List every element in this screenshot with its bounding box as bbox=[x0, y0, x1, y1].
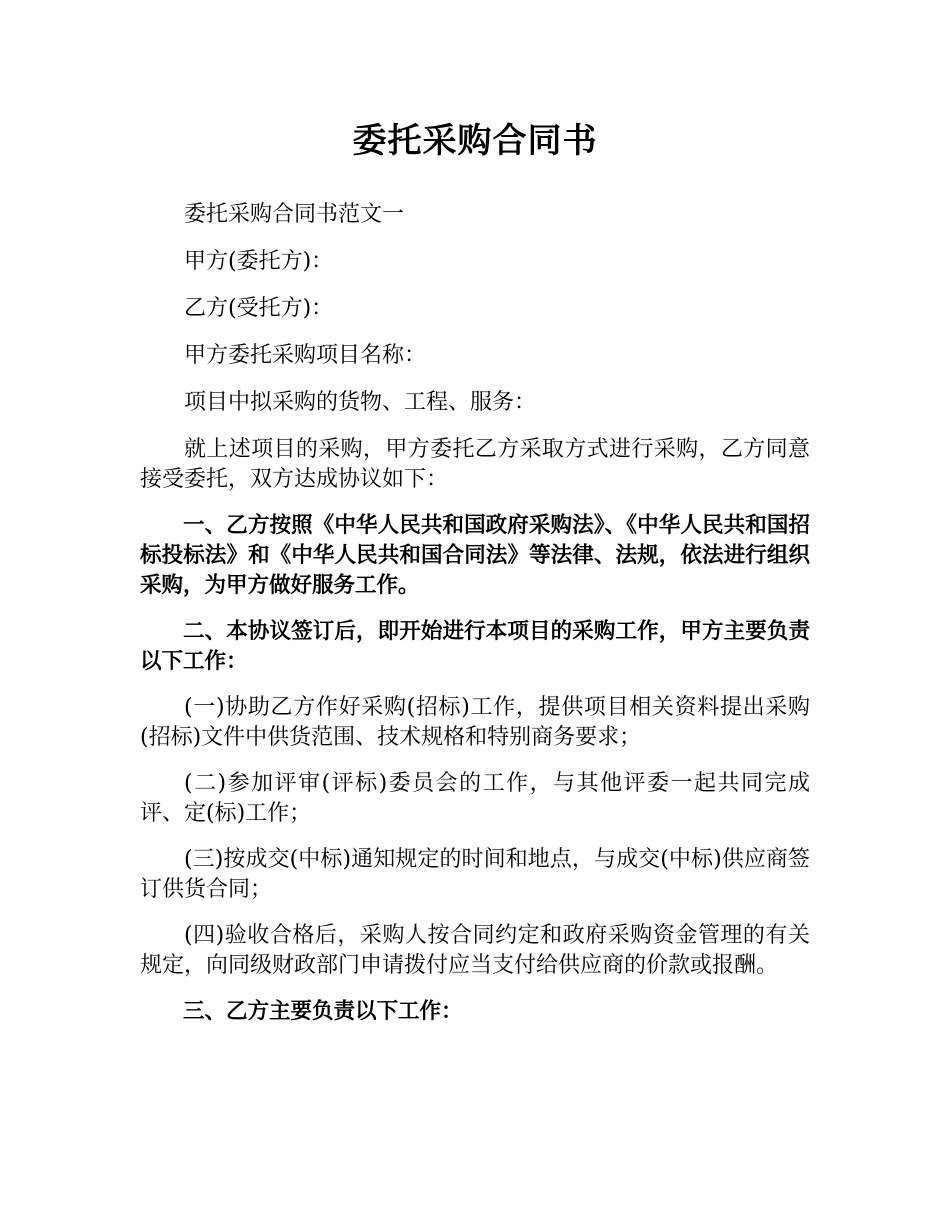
section-three: 三、乙方主要负责以下工作： bbox=[183, 999, 463, 1024]
paragraph-party-a: 甲方(委托方)： bbox=[184, 249, 334, 274]
section-two: 二、本协议签订后，即开始进行本项目的采购工作，甲方主要负责以下工作： bbox=[140, 619, 810, 674]
clause-two-3: (三)按成交(中标)通知规定的时间和地点，与成交(中标)供应商签订供货合同； bbox=[140, 847, 810, 902]
clause-two-4: (四)验收合格后，采购人按合同约定和政府采购资金管理的有关规定，向同级财政部门申请拨付应当支付给供应商的价款或报酬。 bbox=[140, 923, 810, 978]
paragraph-subtitle: 委托采购合同书范文一 bbox=[184, 202, 405, 227]
paragraph-party-b: 乙方(受托方)： bbox=[184, 296, 334, 321]
paragraph-project-name: 甲方委托采购项目名称： bbox=[184, 343, 427, 368]
section-one: 一、乙方按照《中华人民共和国政府采购法》、《中华人民共和国招标投标法》和《中华人民共和国合同法》等法律、法规，依法进行组织采购，为甲方做好服务工作。 bbox=[140, 513, 810, 598]
paragraph-agreement-intro: 就上述项目的采购，甲方委托乙方采取方式进行采购，乙方同意接受委托，双方达成协议如下： bbox=[140, 437, 810, 492]
document-body bbox=[140, 200, 810, 1043]
paragraph-procurement-items: 项目中拟采购的货物、工程、服务： bbox=[184, 390, 537, 415]
clause-two-1: (一)协助乙方作好采购(招标)工作，提供项目相关资料提出采购(招标)文件中供货范围、技术规格和特别商务要求； bbox=[140, 695, 810, 750]
document-title: 委托采购合同书 bbox=[352, 121, 598, 161]
clause-two-2: (二)参加评审(评标)委员会的工作，与其他评委一起共同完成评、定(标)工作； bbox=[140, 771, 810, 826]
